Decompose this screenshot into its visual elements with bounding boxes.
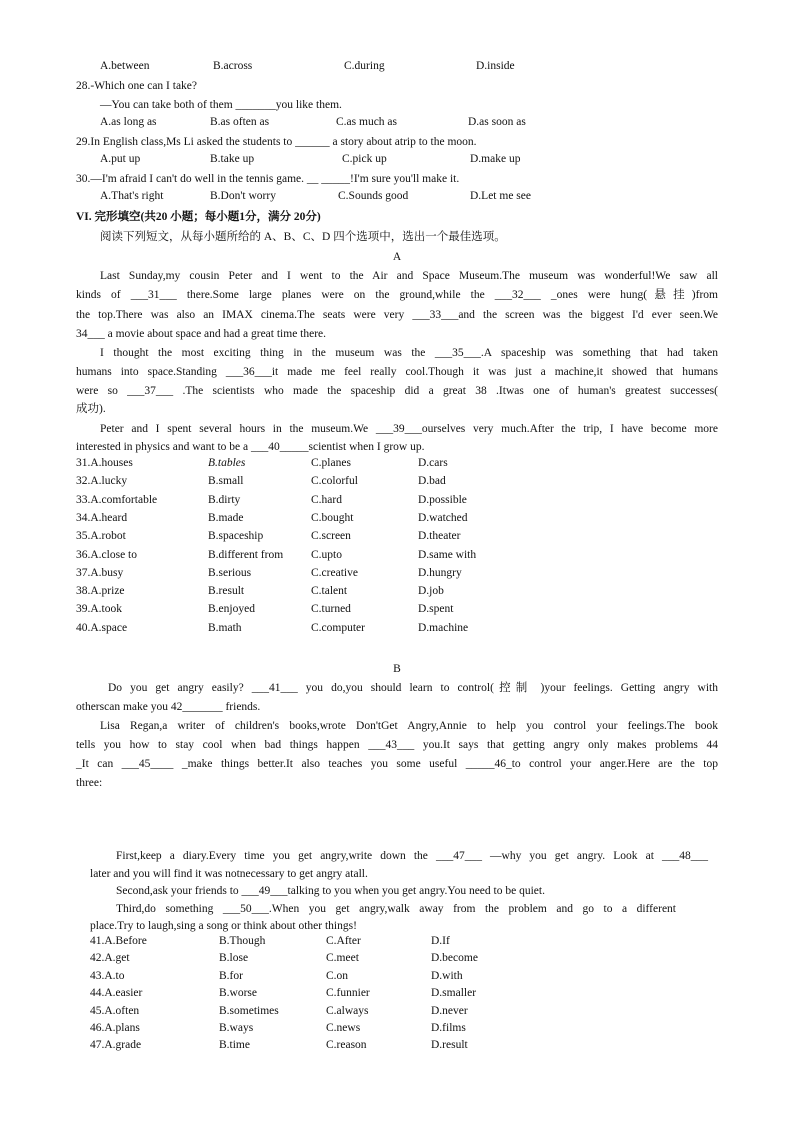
option-b: B.across — [213, 60, 253, 72]
option-d: D.never — [431, 1004, 468, 1017]
option-d: D.films — [431, 1022, 466, 1034]
option-c: C.turned — [311, 603, 351, 616]
option-b: B.Though — [219, 935, 266, 947]
option-d: D.watched — [418, 511, 468, 524]
passage-line: I thought the most exciting thing in the museum was the ___35___.A spaceship was something that had taken — [100, 347, 718, 359]
section-instruction: 阅读下列短文，从每小题所给的 A、B、C、D 四个选项中，选出一个最佳选项。 — [100, 231, 506, 243]
option-b: B.result — [208, 585, 245, 598]
option-c: C.news — [326, 1022, 361, 1034]
option-b: B.small — [208, 475, 244, 488]
option-b: B.enjoyed — [208, 603, 255, 616]
passage-line: 成功). — [76, 403, 106, 415]
option-b: B.for — [219, 969, 243, 982]
option-number-a: 38.A.prize — [76, 585, 125, 598]
passage-line: Third,do something ___50___.When you get angry,walk away from the problem and go to a different — [116, 903, 676, 915]
passage-line: interested in physics and want to be a ___40_____scientist when I grow up. — [76, 441, 425, 453]
passage-a-label: A — [392, 251, 402, 263]
option-number-a: 35.A.robot — [76, 530, 126, 543]
option-d: D.bad — [418, 475, 446, 488]
option-d: D.cars — [418, 457, 448, 469]
option-c: C.reason — [326, 1039, 367, 1052]
passage-line: _It can ___45____ _make things better.It also teaches you some useful _____46_to control your anger.Here are the top — [76, 758, 718, 770]
passage-line: Peter and I spent several hours in the museum.We ___39___ourselves very much.After the trip, I have become more — [100, 423, 718, 435]
option-a: A.put up — [100, 153, 141, 165]
option-b: B.different from — [208, 548, 284, 561]
option-b: B.worse — [219, 987, 258, 1000]
passage-line: tells you how to stay cool when bad things happen ___43___ you.It says that getting angry only makes problems 44 — [76, 739, 718, 751]
option-number-a: 40.A.space — [76, 621, 128, 634]
option-c: C.during — [344, 60, 385, 72]
option-c: C.Sounds good — [338, 190, 409, 202]
option-d: D.Let me see — [470, 190, 531, 202]
passage-b-label: B — [393, 663, 401, 675]
passage-line: later and you will find it was notnecessary to get angry atall. — [90, 868, 368, 880]
option-d: D.machine — [418, 621, 469, 634]
option-c: C.planes — [311, 457, 351, 469]
option-d: D.hungry — [418, 566, 462, 579]
option-c: C.on — [326, 969, 349, 982]
option-c: C.creative — [311, 566, 358, 579]
passage-line: three: — [76, 777, 103, 789]
question-28-line2: —You can take both of them _______you like them. — [100, 99, 342, 111]
option-c: C.talent — [311, 585, 348, 598]
option-number-a: 45.A.often — [90, 1004, 140, 1017]
option-d: D.result — [431, 1039, 468, 1052]
question-29-stem: 29.In English class,Ms Li asked the students to ______ a story about atrip to the moon. — [76, 136, 477, 148]
option-d: D.possible — [418, 493, 467, 506]
option-number-a: 41.A.Before — [90, 935, 147, 947]
option-b: B.spaceship — [208, 530, 264, 543]
option-a: A.as long as — [100, 116, 157, 128]
option-c: C.colorful — [311, 475, 358, 488]
option-b: B.time — [219, 1039, 250, 1052]
passage-line: Second,ask your friends to ___49___talking to you when you get angry.You need to be quiet. — [116, 885, 545, 897]
passage-line: the top.There was also an IMAX cinema.The seats were very ___33___and the screen was the biggest I'd ever seen.We — [76, 309, 718, 321]
passage-line: Last Sunday,my cousin Peter and I went to the Air and Space Museum.The museum was wonderful!We saw all — [100, 270, 718, 282]
option-b: B.dirty — [208, 493, 241, 506]
option-number-a: 33.A.comfortable — [76, 493, 158, 506]
option-c: C.as much as — [336, 116, 398, 128]
passage-line: First,keep a diary.Every time you get angry,write down the ___47___ —why you get angry. Look at ___48___ — [116, 850, 708, 862]
option-c: C.always — [326, 1004, 369, 1017]
option-c: C.upto — [311, 548, 342, 561]
option-b: B.as often as — [210, 116, 270, 128]
option-number-a: 31.A.houses — [76, 457, 133, 469]
option-d: D.job — [418, 585, 444, 598]
option-number-a: 34.A.heard — [76, 511, 128, 524]
option-c: C.pick up — [342, 153, 387, 165]
passage-line: humans into space.Standing ___36___it made me feel really cool.Though it was just a machine,it showed that humans — [76, 366, 718, 378]
option-c: C.funnier — [326, 987, 370, 1000]
option-b: B.ways — [219, 1022, 254, 1034]
option-b: B.sometimes — [219, 1004, 279, 1017]
option-b: B.lose — [219, 952, 249, 965]
passage-line: 34___ a movie about space and had a great time there. — [76, 328, 327, 340]
passage-line: were so ___37___ .The scientists who made the spaceship did a great 38 .Itwas one of human's greatest successes( — [76, 385, 718, 397]
option-a: A.between — [100, 60, 150, 72]
option-d: D.become — [431, 952, 478, 965]
section-heading: VI. 完形填空(共20 小题；每小题1分，满分 20分) — [76, 211, 321, 223]
option-d: D.inside — [476, 60, 515, 72]
option-b: B.serious — [208, 566, 252, 579]
passage-line: otherscan make you 42_______ friends. — [76, 701, 261, 713]
option-number-a: 39.A.took — [76, 603, 122, 616]
passage-line: Lisa Regan,a writer of children's books,wrote Don'tGet Angry,Annie to help you control your feelings.The book — [100, 720, 718, 732]
option-b: B.math — [208, 621, 242, 634]
option-c: C.meet — [326, 952, 359, 965]
passage-line: kinds of ___31___ there.Some large planes were on the ground,while the ___32___ _ones were hung(悬挂)from — [76, 289, 718, 301]
option-number-a: 32.A.lucky — [76, 475, 128, 488]
passage-line: place.Try to laugh,sing a song or think about other things! — [90, 920, 357, 932]
question-28-stem: 28.-Which one can I take? — [76, 80, 198, 92]
option-c: C.screen — [311, 530, 351, 543]
option-c: C.hard — [311, 493, 342, 506]
question-30-stem: 30.—I'm afraid I can't do well in the tennis game. __ _____!I'm sure you'll make it. — [76, 173, 460, 185]
option-c: C.bought — [311, 511, 354, 524]
option-number-a: 43.A.to — [90, 969, 125, 982]
passage-line: Do you get angry easily? ___41___ you do,you should learn to control(控制 )your feelings. Getting angry with — [108, 682, 718, 694]
option-a: A.That's right — [100, 190, 164, 202]
option-d: D.If — [431, 935, 450, 947]
option-d: D.smaller — [431, 987, 477, 1000]
option-c: C.computer — [311, 621, 365, 634]
option-number-a: 42.A.get — [90, 952, 130, 965]
option-b: B.Don't worry — [210, 190, 276, 202]
option-b: B.tables — [208, 457, 246, 469]
option-b: B.made — [208, 511, 244, 524]
option-d: D.same with — [418, 548, 477, 561]
option-number-a: 44.A.easier — [90, 987, 143, 1000]
option-d: D.as soon as — [468, 116, 526, 128]
option-c: C.After — [326, 935, 361, 947]
option-number-a: 36.A.close to — [76, 548, 138, 561]
option-d: D.make up — [470, 153, 521, 165]
option-number-a: 37.A.busy — [76, 566, 124, 579]
option-d: D.theater — [418, 530, 461, 543]
option-b: B.take up — [210, 153, 255, 165]
option-number-a: 47.A.grade — [90, 1039, 142, 1052]
option-d: D.with — [431, 969, 463, 982]
option-d: D.spent — [418, 603, 454, 616]
option-number-a: 46.A.plans — [90, 1022, 140, 1034]
